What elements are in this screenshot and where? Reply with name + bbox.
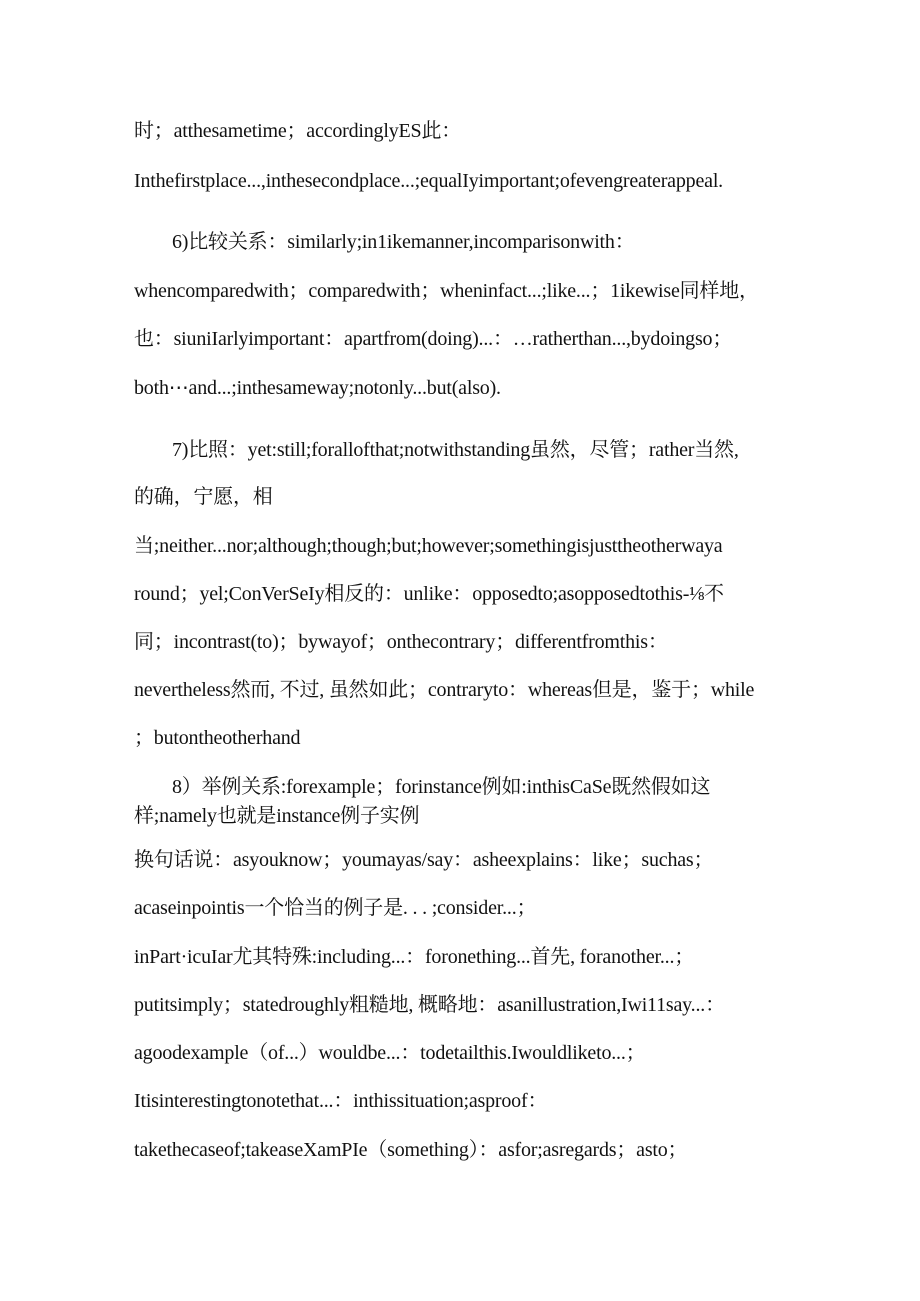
text-line: agoodexample（of...）wouldbe...：todetailthis.Iwouldliketo...； <box>134 1042 646 1064</box>
text-line: 换句话说：asyouknow；youmayas/say：asheexplains：like；suchas； <box>134 849 714 871</box>
text-line: whencomparedwith；comparedwith；wheninfact...;like...；1ikewise同样地， <box>134 280 759 302</box>
text-line: 也：siuniIarlyimportant：apartfrom(doing)...：…ratherthan...,bydoingso； <box>134 328 733 350</box>
text-line: nevertheless然而, 不过, 虽然如此；contraryto：whereas但是，鉴于；while <box>134 679 755 701</box>
text-line: acaseinpointis一个恰当的例子是. . . ;consider...； <box>134 897 537 919</box>
text-line: 当;neither...nor;although;though;but;however;somethingisjusttheotherwaya <box>134 535 723 557</box>
text-line: ；butontheotherhand <box>134 727 301 749</box>
text-line: both⋯and...;inthesameway;notonly...but(also). <box>134 377 501 399</box>
text-line: 时；atthesametime；accordinglyES此： <box>134 120 462 142</box>
text-line: round；yel;ConVerSeIy相反的：unlike：opposedto;asopposedtothis-⅛不 <box>134 583 724 605</box>
text-line: 的确，宁愿，相 <box>134 486 273 508</box>
text-line: inPart·icuIar尤其特殊:including...：foronething...首先, foranother...； <box>134 946 695 968</box>
section-heading-6: 6)比较关系：similarly;in1ikemanner,incomparisonwith： <box>172 231 635 253</box>
text-line: Inthefirstplace...,inthesecondplace...;equalIyimportant;ofevengreaterappeal. <box>134 170 723 192</box>
text-line: Itisinterestingtonotethat...：inthissituation;asproof： <box>134 1090 548 1112</box>
text-line: 样;namely也就是instance例子实例 <box>134 805 420 827</box>
text-line: putitsimply；statedroughly粗糙地, 概略地：asanillustration,Iwi11say...： <box>134 994 725 1016</box>
section-heading-7: 7)比照：yet:still;forallofthat;notwithstanding虽然，尽管；rather当然, <box>172 439 739 461</box>
text-line: 同；incontrast(to)；bywayof；onthecontrary；differentfromthis： <box>134 631 668 653</box>
section-heading-8: 8）举例关系:forexample；forinstance例如:inthisCaSe既然假如这 <box>172 776 711 798</box>
text-line: takethecaseof;takeaseXamPIe（something）：asfor;asregards；asto； <box>134 1139 688 1161</box>
